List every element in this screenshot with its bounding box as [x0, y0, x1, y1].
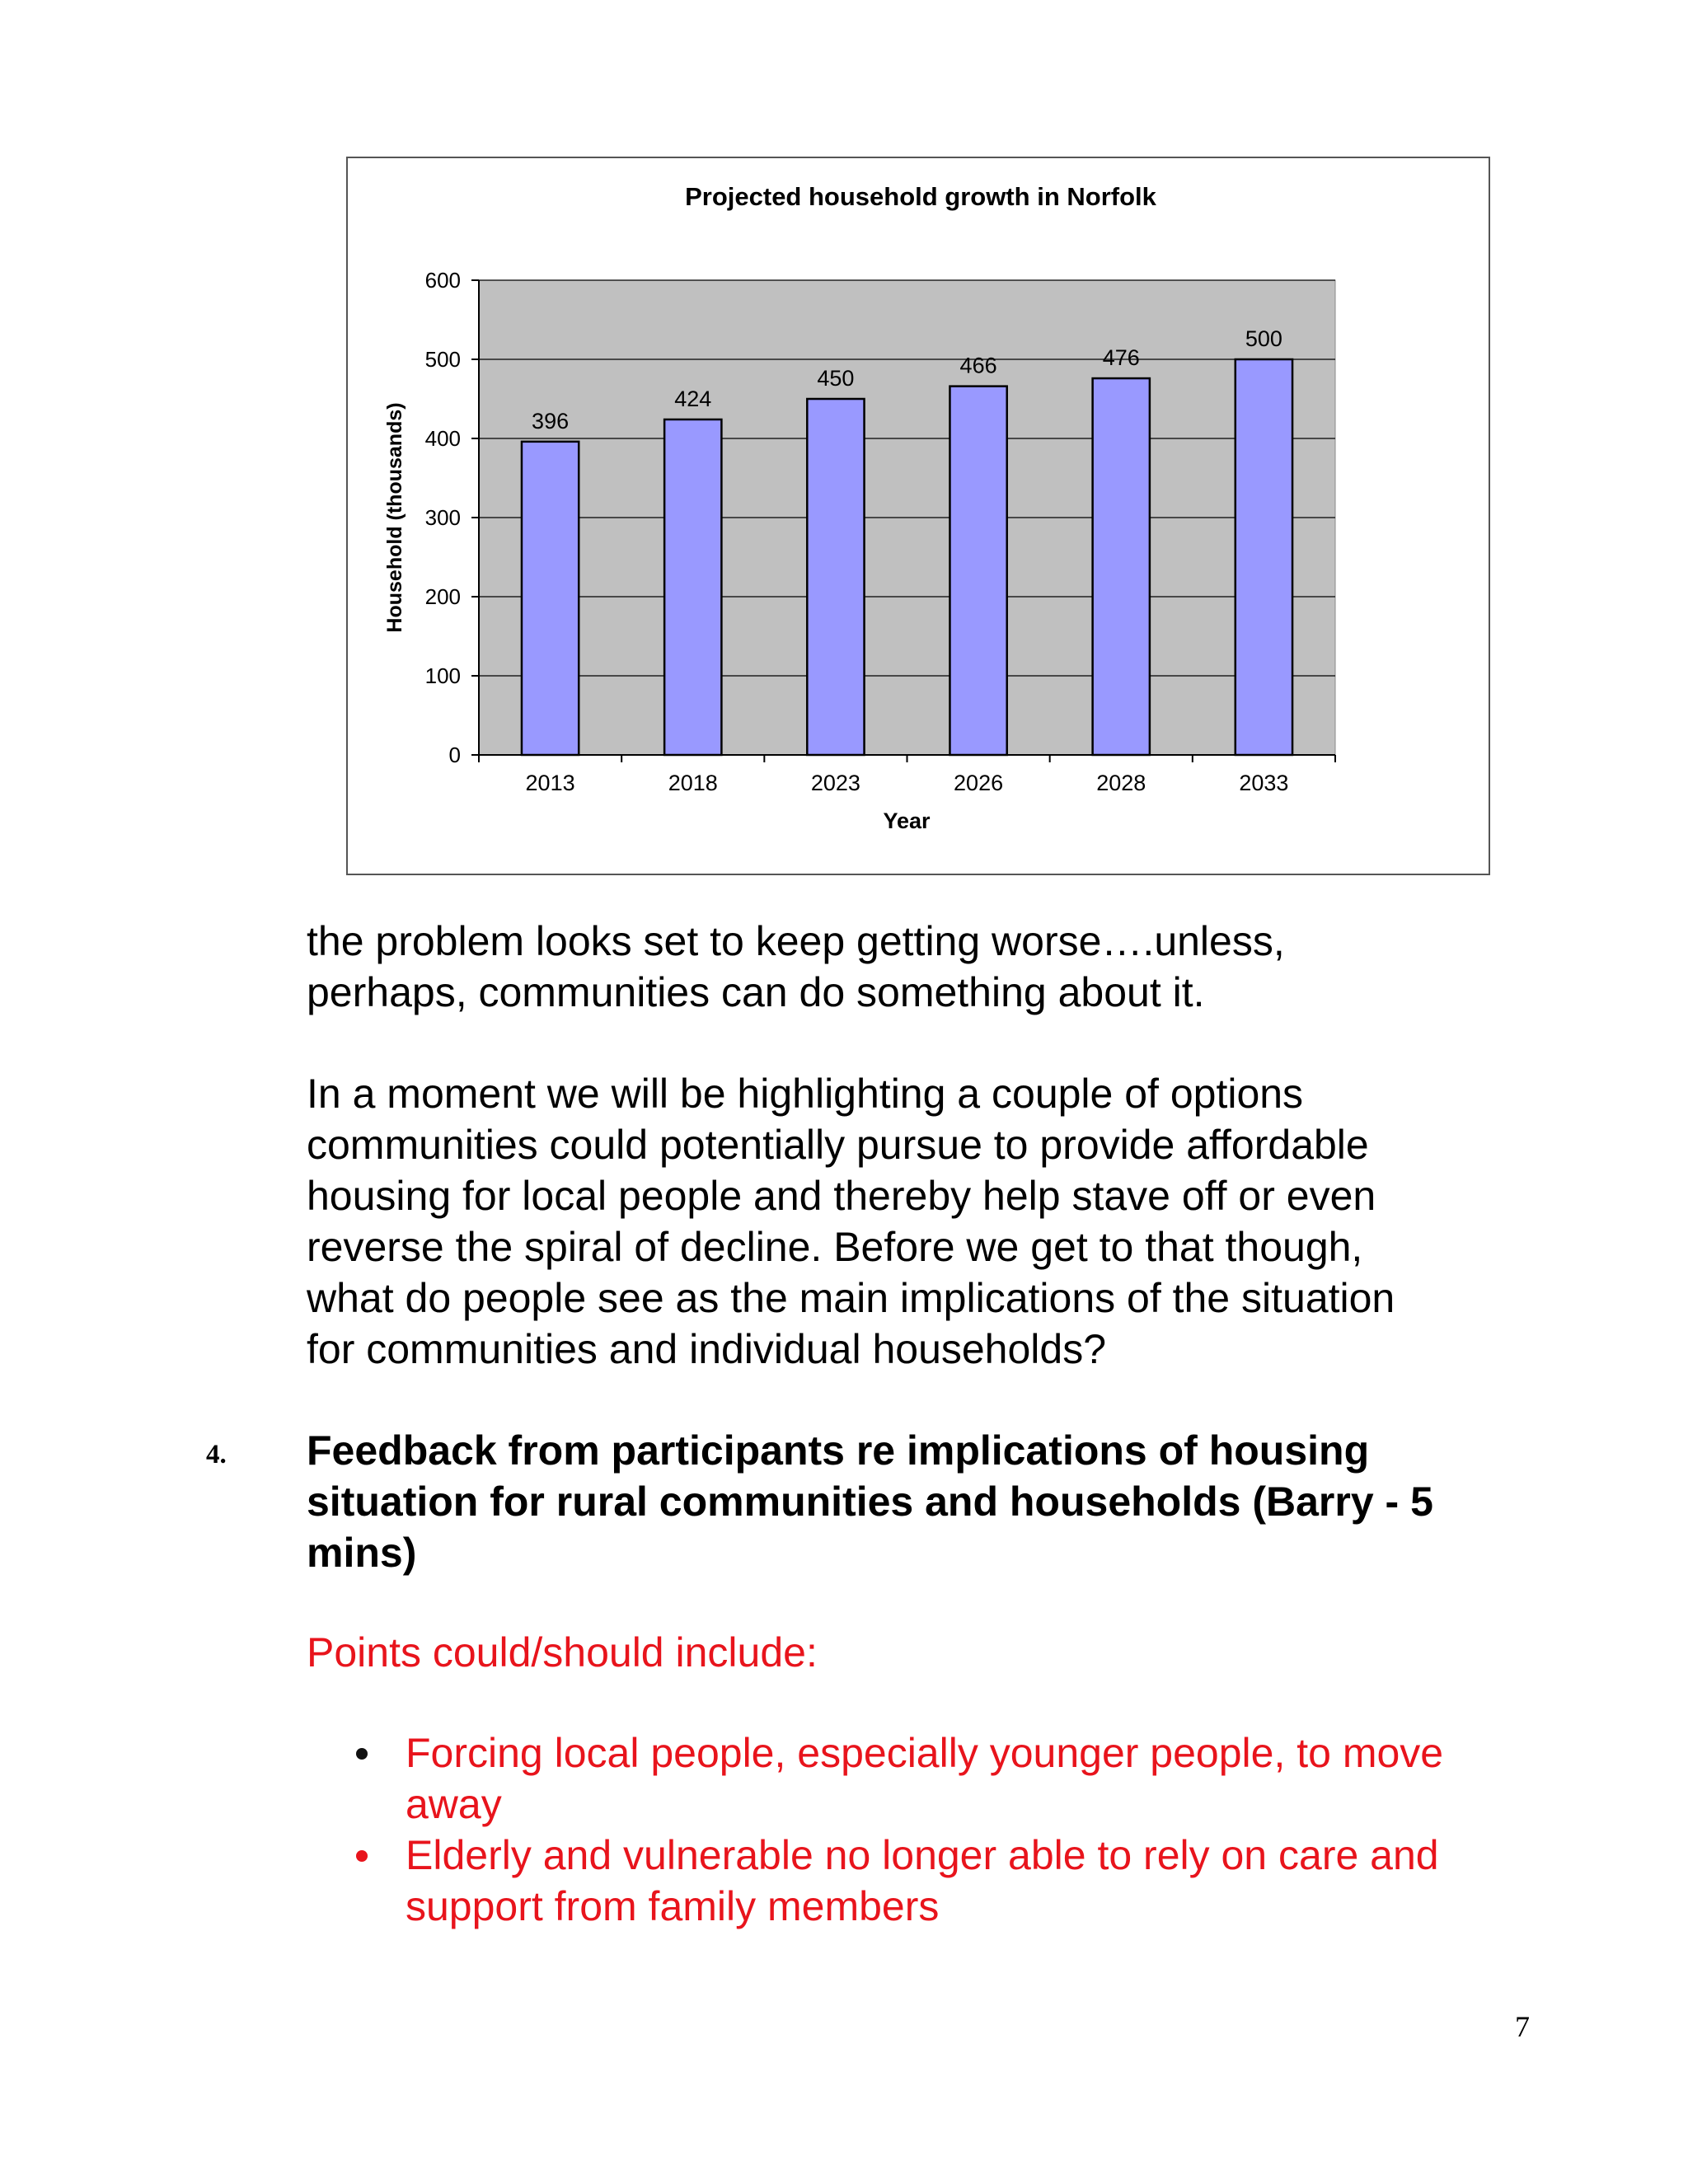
- bar-2023: [807, 399, 864, 755]
- heading-line: Feedback from participants re implications of housing: [307, 1427, 1370, 1474]
- x-tick-label: 2018: [668, 771, 718, 795]
- x-tick-label: 2028: [1096, 771, 1146, 795]
- bullet-list: [307, 1727, 1592, 1932]
- y-axis-label: Household (thousands): [383, 402, 406, 633]
- text-line: perhaps, communities can do something about it.: [307, 969, 1205, 1015]
- bar-2026: [950, 387, 1006, 755]
- heading-line: situation for rural communities and households (Barry - 5: [307, 1479, 1433, 1525]
- list-item-line: Forcing local people, especially younger people, to move: [406, 1730, 1444, 1776]
- text-line: what do people see as the main implications of the situation: [307, 1275, 1395, 1321]
- bar-2013: [522, 442, 579, 755]
- data-label: 466: [959, 353, 997, 378]
- y-tick-label: 0: [448, 743, 461, 767]
- data-label: 476: [1102, 345, 1140, 371]
- section-number: 4.: [206, 1440, 227, 1469]
- data-label: 396: [532, 408, 570, 434]
- data-label: 450: [817, 366, 855, 391]
- y-axis-ticks: [425, 268, 479, 767]
- list-item-line: Elderly and vulnerable no longer able to rely on care and: [406, 1832, 1439, 1878]
- list-item-line: support from family members: [406, 1883, 940, 1929]
- section-heading: [307, 1425, 1559, 1578]
- list-item-line: away: [406, 1781, 502, 1827]
- y-tick-label: 100: [424, 663, 461, 688]
- y-tick-label: 400: [424, 426, 461, 451]
- text-line: the problem looks set to keep getting worse….unless,: [307, 918, 1285, 964]
- x-tick-label: 2026: [954, 771, 1004, 795]
- y-tick-label: 300: [424, 505, 461, 530]
- x-tick-label: 2013: [525, 771, 575, 795]
- text-line: communities could potentially pursue to provide affordable: [307, 1122, 1369, 1168]
- points-intro: Points could/should include:: [307, 1629, 818, 1675]
- data-label: 424: [674, 386, 712, 411]
- text-line: In a moment we will be highlighting a couple of options: [307, 1071, 1304, 1117]
- data-label: 500: [1245, 326, 1282, 351]
- bullet-icon: [356, 1748, 368, 1760]
- y-tick-label: 500: [424, 347, 461, 372]
- bar-chart: [348, 158, 1489, 874]
- bar-2028: [1093, 378, 1150, 755]
- bullet-icon: [356, 1850, 368, 1862]
- page-number: 7: [1515, 2010, 1530, 2043]
- x-tick-label: 2023: [810, 771, 860, 795]
- bar-2018: [664, 419, 721, 755]
- text-line: for communities and individual households?: [307, 1326, 1107, 1372]
- paragraph-options: [307, 1068, 1559, 1375]
- text-line: housing for local people and thereby help stave off or even: [307, 1173, 1376, 1219]
- x-axis-ticks: [479, 755, 1335, 795]
- y-tick-label: 200: [424, 584, 461, 609]
- text-line: reverse the spiral of decline. Before we get to that though,: [307, 1224, 1363, 1270]
- chart-title: Projected household growth in Norfolk: [685, 182, 1156, 211]
- paragraph-intro: [307, 916, 1559, 1018]
- x-axis-label: Year: [883, 808, 931, 833]
- bar-2033: [1236, 359, 1292, 755]
- heading-line: mins): [307, 1530, 417, 1576]
- list-item: [307, 1830, 1592, 1932]
- x-tick-label: 2033: [1239, 771, 1289, 795]
- chart-container: [346, 157, 1490, 875]
- list-item: [307, 1727, 1592, 1830]
- y-tick-label: 600: [424, 268, 461, 293]
